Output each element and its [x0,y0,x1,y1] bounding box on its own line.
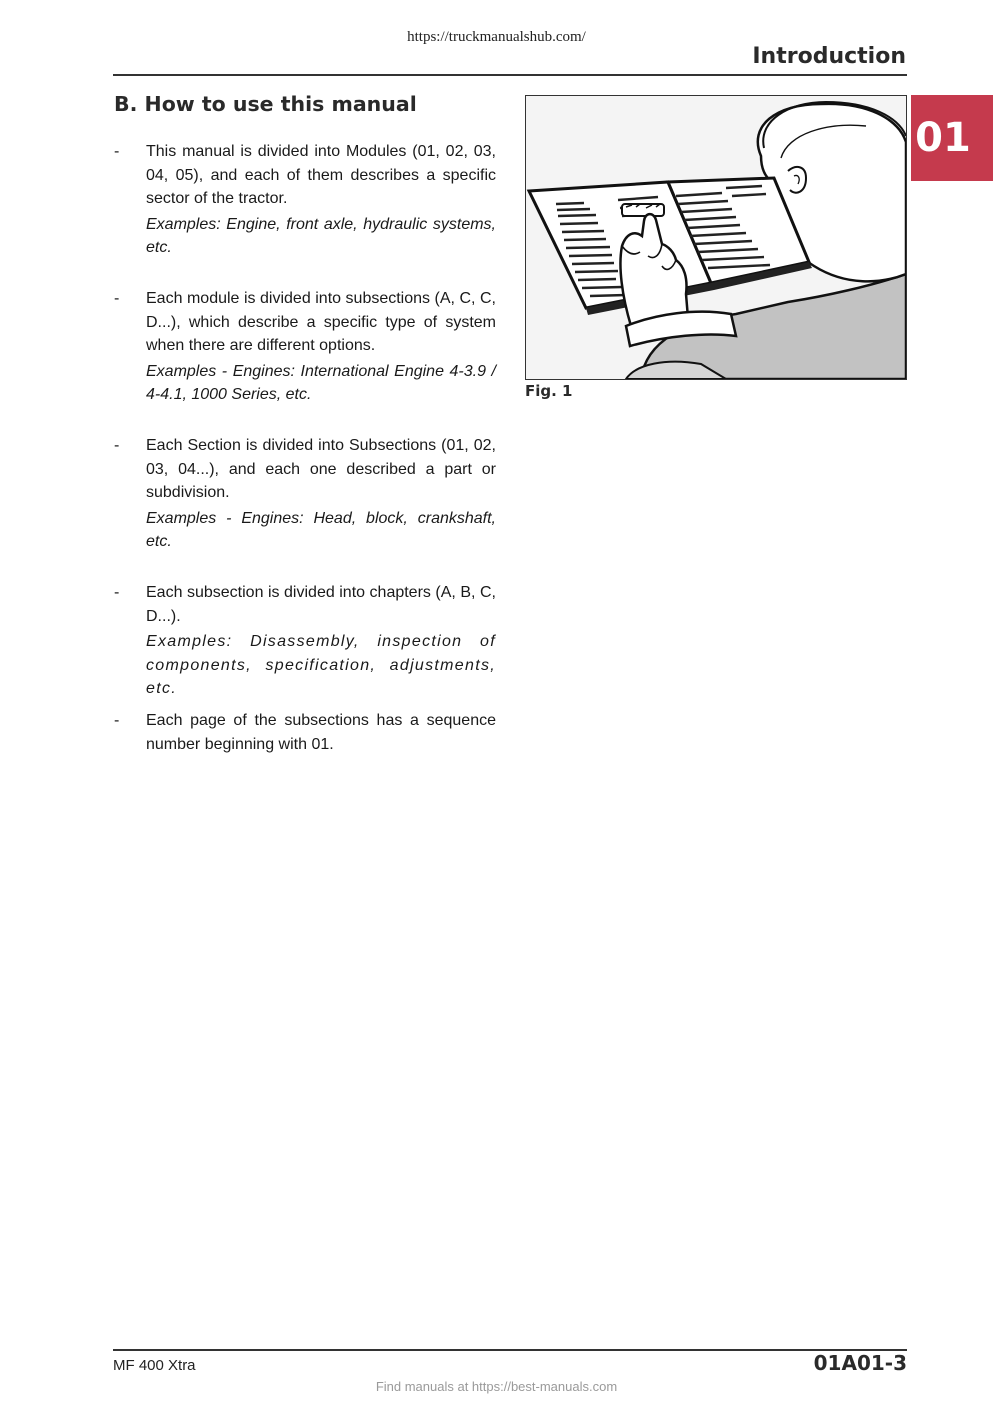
list-item-example: Examples: Engine, front axle, hydraulic systems, etc. [146,215,496,256]
page-number: 01A01-3 [813,1351,907,1375]
list-dash: - [114,290,120,307]
list-item-text: Each Section is divided into Subsections (01, 02, 03, 04...), and each one described a part or subdivision. [146,437,496,501]
list-dash: - [114,143,120,160]
list-item [114,287,496,407]
footer-divider [113,1349,907,1351]
list-item-example: Examples: Disassembly, inspection of components, specification, adjustments, etc. [146,633,496,697]
top-url: https://truckmanualshub.com/ [407,29,586,45]
figure-illustration [525,95,907,380]
section-tab: 01 [911,95,993,181]
list-item [114,581,496,701]
list-dash: - [114,437,120,454]
footer-link[interactable]: Find manuals at https://best-manuals.com [375,1379,618,1394]
footer-model: MF 400 Xtra [113,1357,196,1374]
list-dash: - [114,712,120,729]
person-reading-manual-illustration [526,96,906,379]
list-item-example: Examples - Engines: Head, block, crankshaft, etc. [146,509,496,550]
list-item [114,434,496,554]
list-item [114,709,496,756]
list-item-text: Each module is divided into subsections (A, C, C, D...), which describe a specific type of system when there are different options. [146,290,496,354]
list-item-example: Examples - Engines: International Engine 4-3.9 / 4-4.1, 1000 Series, etc. [146,362,496,403]
figure-caption: Fig. 1 [525,382,573,400]
list-dash: - [114,584,120,601]
list-item-text: Each page of the subsections has a sequence number beginning with 01. [146,712,496,753]
section-heading: B. How to use this manual [114,92,417,116]
list-item-text: This manual is divided into Modules (01, 02, 03, 04, 05), and each of them describes a specific sector of the tractor. [146,143,496,207]
list-item-text: Each subsection is divided into chapters (A, B, C, D...). [146,584,496,625]
header-divider [113,74,907,76]
header-title: Introduction [752,44,906,69]
list-item [114,140,496,260]
